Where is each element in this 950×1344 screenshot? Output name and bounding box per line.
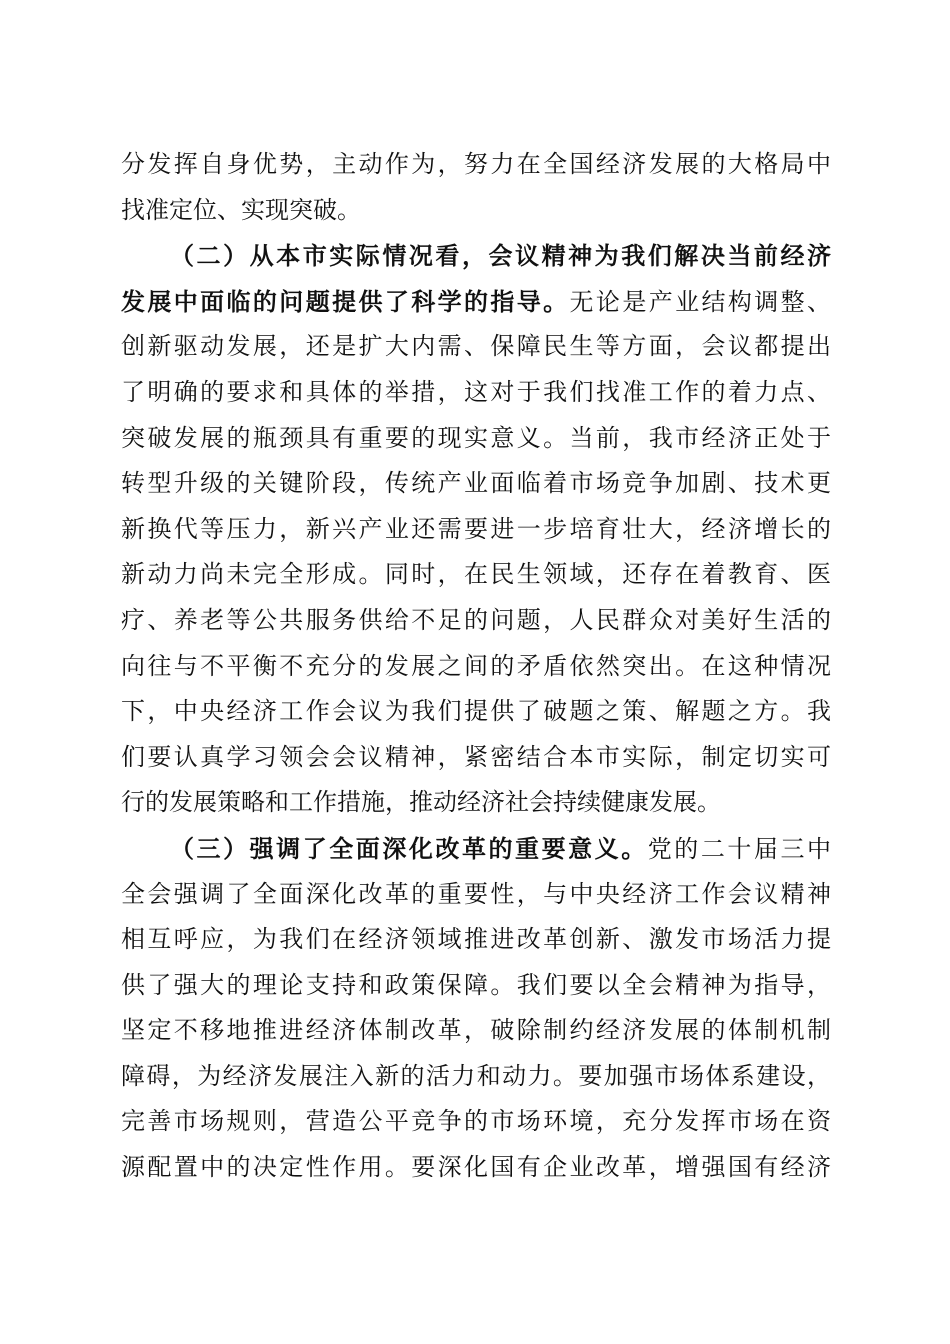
text-line: 转型升级的关键阶段，传统产业面临着市场竞争加剧、技术更 <box>121 469 831 498</box>
text-line: 找准定位、实现突破。 <box>121 195 361 224</box>
document-body <box>121 142 831 1191</box>
text-line: 发展中面临的问题提供了科学的指导。无论是产业结构调整、 <box>121 286 832 316</box>
text-line: 源配置中的决定性作用。要深化国有企业改革，增强国有经济 <box>121 1153 831 1182</box>
paragraph-2 <box>121 233 831 826</box>
text-line: 向往与不平衡不充分的发展之间的矛盾依然突出。在这种情况 <box>121 651 831 680</box>
paragraph-3 <box>121 826 831 1191</box>
section-heading: 发展中面临的问题提供了科学的指导。 <box>121 286 570 316</box>
text-line: 突破发展的瓶颈具有重要的现实意义。当前，我市经济正处于 <box>121 423 831 452</box>
text-line: 分发挥自身优势，主动作为，努力在全国经济发展的大格局中 <box>121 150 831 178</box>
text-line: 新动力尚未完全形成。同时，在民生领域，还存在着教育、医 <box>121 560 831 589</box>
section-heading: （二）从本市实际情况看，会议精神为我们解决当前经济 <box>170 241 831 271</box>
text-line: 相互呼应，为我们在经济领域推进改革创新、激发市场活力提 <box>121 925 831 954</box>
text-line: 完善市场规则，营造公平竞争的市场环境，充分发挥市场在资 <box>121 1107 831 1136</box>
text-line: 障碍，为经济发展注入新的活力和动力。要加强市场体系建设， <box>121 1061 831 1090</box>
text-line: （三）强调了全面深化改革的重要意义。党的二十届三中 <box>170 833 831 863</box>
text-line: 行的发展策略和工作措施，推动经济社会持续健康发展。 <box>121 788 721 817</box>
text-line: 全会强调了全面深化改革的重要性，与中央经济工作会议精神 <box>121 879 831 908</box>
text-line: 新换代等压力，新兴产业还需要进一步培育壮大，经济增长的 <box>121 514 831 543</box>
text-line: 下，中央经济工作会议为我们提供了破题之策、解题之方。我 <box>121 697 831 726</box>
text-line: 们要认真学习领会会议精神，紧密结合本市实际，制定切实可 <box>121 742 831 771</box>
text-line <box>121 233 831 279</box>
text-line: 供了强大的理论支持和政策保障。我们要以全会精神为指导， <box>121 970 831 999</box>
text-line: 疗、养老等公共服务供给不足的问题，人民群众对美好生活的 <box>121 605 831 634</box>
section-heading: （三）强调了全面深化改革的重要意义。 <box>170 833 648 863</box>
text-line: 创新驱动发展，还是扩大内需、保障民生等方面，会议都提出 <box>121 332 831 361</box>
paragraph-1 <box>121 142 831 233</box>
text-line: 坚定不移地推进经济体制改革，破除制约经济发展的体制机制 <box>121 1016 831 1045</box>
text-line: 了明确的要求和具体的举措，这对于我们找准工作的着力点、 <box>121 377 831 406</box>
